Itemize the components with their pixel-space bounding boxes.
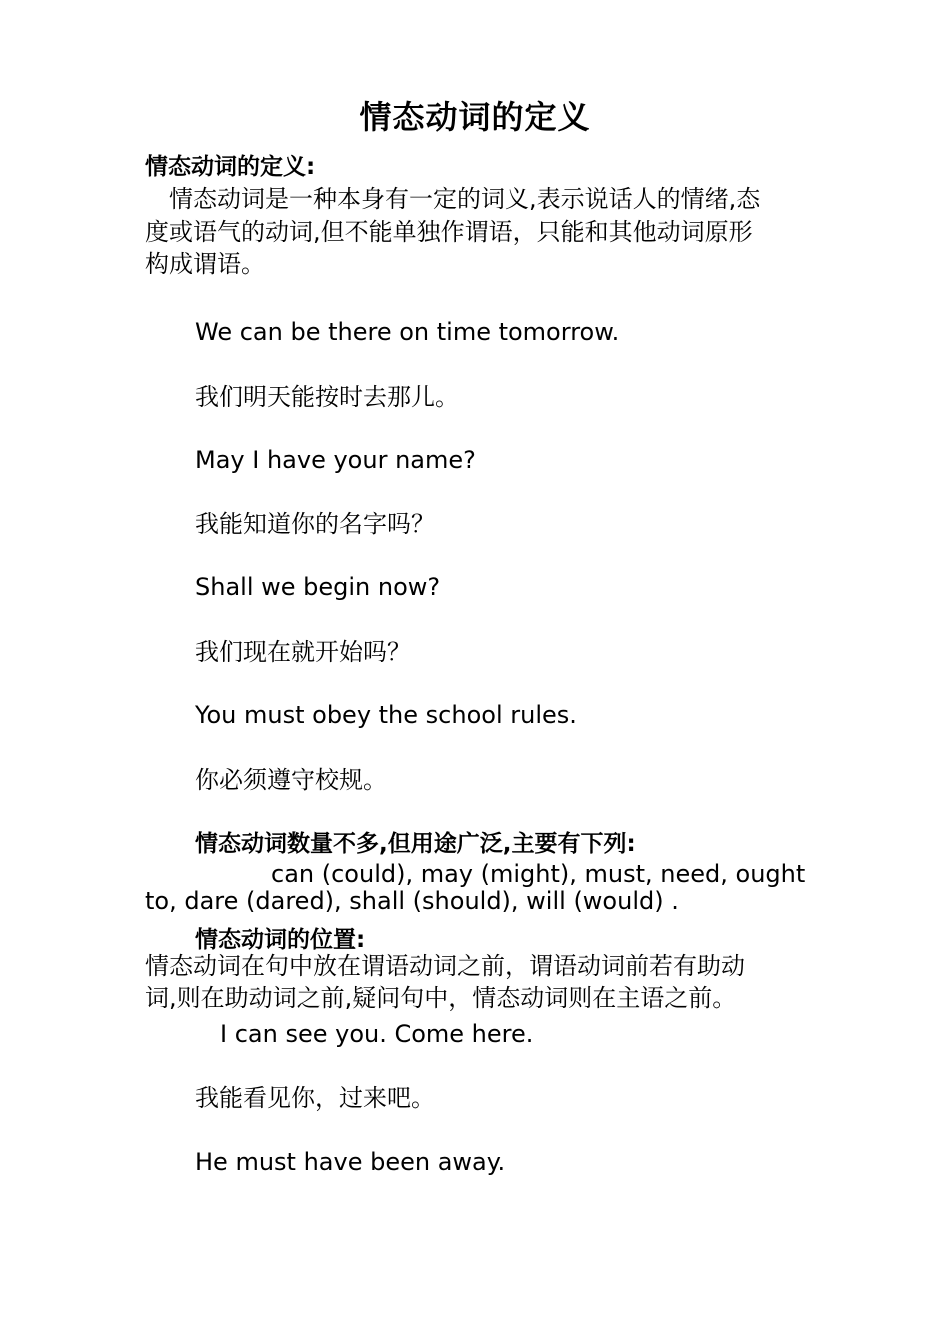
- example-sentence: He must have been away.: [195, 1148, 506, 1176]
- modal-verb-list-line-2: to, dare (dared), shall (should), will (would) .: [145, 887, 679, 915]
- example-translation: 我能知道你的名字吗？: [195, 510, 435, 538]
- example-sentence: May I have your name?: [195, 446, 476, 474]
- example-sentence: You must obey the school rules.: [195, 701, 577, 729]
- section-heading-definition: 情态动词的定义:: [145, 154, 316, 180]
- modal-verb-list-line-1: can (could), may (might), must, need, ought: [271, 860, 806, 888]
- example-translation: 你必须遵守校规。: [195, 766, 387, 794]
- example-sentence: We can be there on time tomorrow.: [195, 318, 620, 346]
- position-paragraph-line-1: 情态动词在句中放在谓语动词之前，谓语动词前若有助动: [145, 952, 745, 980]
- document-title: 情态动词的定义: [359, 98, 591, 136]
- definition-paragraph-line-2: 度或语气的动词,但不能单独作谓语，只能和其他动词原形: [145, 218, 753, 246]
- example-translation: 我能看见你，过来吧。: [195, 1084, 435, 1112]
- definition-paragraph-line-1: 情态动词是一种本身有一定的词义,表示说话人的情绪,态: [145, 185, 761, 213]
- position-paragraph-line-2: 词,则在助动词之前,疑问句中，情态动词则在主语之前。: [145, 984, 737, 1012]
- example-sentence: Shall we begin now?: [195, 573, 441, 601]
- section-heading-list: 情态动词数量不多,但用途广泛,主要有下列:: [195, 831, 636, 857]
- section-heading-position: 情态动词的位置:: [195, 927, 366, 953]
- example-sentence: I can see you. Come here.: [220, 1020, 534, 1048]
- example-translation: 我们现在就开始吗？: [195, 638, 411, 666]
- definition-paragraph-line-3: 构成谓语。: [145, 250, 265, 278]
- example-translation: 我们明天能按时去那儿。: [195, 383, 459, 411]
